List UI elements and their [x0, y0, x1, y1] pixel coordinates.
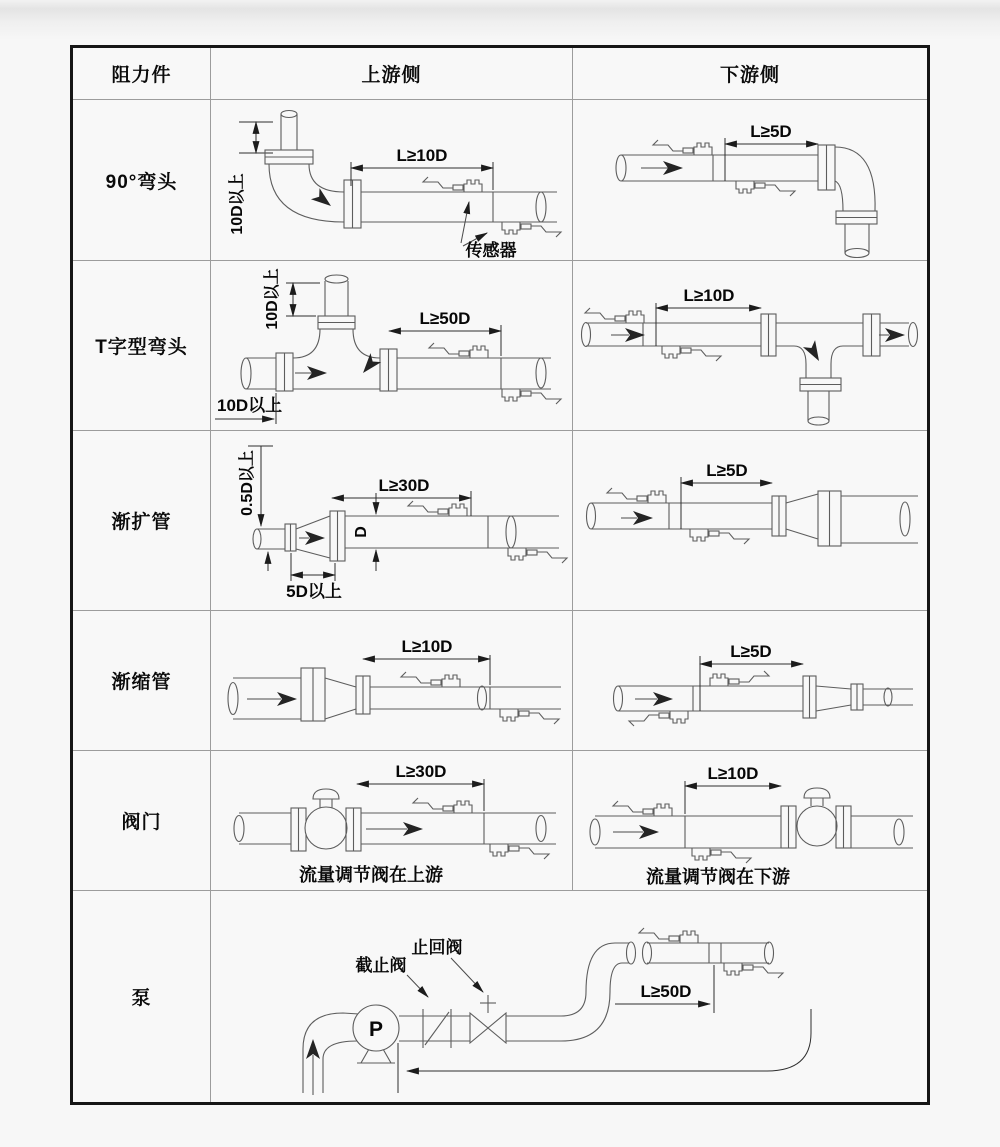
- dim-10d-vertical: 10D以上: [229, 173, 246, 235]
- tee-upstream-svg: [211, 261, 572, 430]
- pump-icon: [353, 1005, 399, 1063]
- transducer-icon: [429, 343, 488, 358]
- header-resistance-label: 阻力件: [111, 65, 172, 86]
- diameter-dimension: [353, 493, 376, 571]
- diagram-valve-downstream: [573, 751, 927, 891]
- flow-arrow: [613, 825, 659, 839]
- flow-arrow: [641, 161, 683, 175]
- dim-l10d: L≥10D: [707, 764, 759, 783]
- transducer-icon: [662, 346, 721, 361]
- 90-elbow-upstream-svg: [211, 100, 572, 260]
- header-upstream: [211, 48, 573, 100]
- branch-dimension: [263, 268, 320, 329]
- reducer-downstream-svg: [573, 611, 927, 750]
- dim-l30d: L≥30D: [378, 476, 430, 495]
- 90-elbow-downstream-svg: [573, 100, 927, 260]
- header-downstream-label: 下游侧: [719, 65, 780, 86]
- stop-valve-label: 截止阀: [355, 956, 407, 975]
- length-dimension: [363, 637, 490, 685]
- row-label-tee: [73, 261, 211, 431]
- transducer-icon: [607, 488, 666, 503]
- diagram-valve-upstream: [211, 751, 573, 891]
- length-dimension: [685, 764, 781, 814]
- length-dimension: [656, 286, 761, 346]
- dim-5d: 5D以上: [286, 582, 342, 601]
- dim-l10d: L≥10D: [401, 637, 453, 656]
- transducer-icon: [710, 671, 769, 686]
- flow-arrow: [635, 692, 673, 706]
- reducer-pipe: [228, 668, 561, 721]
- transducer-icon: [490, 844, 549, 859]
- stop-valve-callout: [356, 955, 429, 997]
- transducer-icon: [690, 529, 749, 544]
- offset-dimension: [238, 446, 273, 571]
- row-label-expander: [73, 431, 211, 611]
- transducer-icon: [413, 798, 472, 813]
- row-label-reducer: [73, 611, 211, 751]
- dim-05d: 0.5D以上: [239, 450, 256, 516]
- length-dimension: [681, 461, 772, 529]
- transducer-icon: [613, 801, 672, 816]
- length-dimension: [351, 146, 493, 190]
- expander-downstream-svg: [573, 431, 927, 610]
- transducer-icon: [736, 181, 795, 196]
- check-valve-icon: [470, 995, 506, 1043]
- row-label-90-elbow: [73, 100, 211, 261]
- flow-arrow: [299, 531, 325, 545]
- diagram-expander-downstream: [573, 431, 927, 611]
- flow-arrow: [621, 511, 653, 525]
- length-dimension: [332, 476, 471, 516]
- length-dimension: [398, 965, 811, 1093]
- reducer-upstream-svg: [211, 611, 572, 750]
- flow-arrow: [311, 188, 335, 211]
- transducer-icon: [639, 928, 698, 943]
- valve-downstream-svg: [573, 751, 927, 890]
- transducer-icon: [401, 672, 460, 687]
- row-label-text: 渐缩管: [111, 672, 172, 693]
- dim-l5d: L≥5D: [750, 122, 792, 141]
- header-downstream: [573, 48, 927, 100]
- length-dimension: [725, 122, 818, 181]
- valve-upstream-svg: [211, 751, 572, 890]
- meter-pipe: [643, 942, 774, 964]
- vertical-dimension: [228, 122, 273, 235]
- transducer-icon: [502, 389, 561, 404]
- diagram-90-elbow-downstream: [573, 100, 927, 261]
- dim-10d-inlet: 10D以上: [217, 396, 283, 415]
- stop-valve-icon: [423, 1009, 451, 1048]
- header-resistance-element: [73, 48, 211, 100]
- transducer-icon: [629, 711, 688, 726]
- installation-requirements-table: [70, 45, 930, 1105]
- caption-control-valve-downstream: 流量调节阀在下游: [646, 867, 790, 887]
- check-valve-label: 止回阀: [411, 938, 463, 957]
- length-dimension: [700, 642, 803, 711]
- transducer-icon: [585, 308, 644, 323]
- row-label-text: 泵: [131, 988, 152, 1009]
- diagram-reducer-upstream: [211, 611, 573, 751]
- inlet-dimension: [215, 393, 282, 424]
- transducer-icon: [408, 501, 467, 516]
- transducer-icon: [502, 222, 561, 237]
- tee-downstream-svg: [573, 261, 927, 430]
- dim-l10d: L≥10D: [396, 146, 448, 165]
- dim-l50d: L≥50D: [419, 309, 471, 328]
- riser-pipe: [506, 942, 636, 1041]
- flow-arrow: [247, 692, 297, 706]
- transducer-icon: [508, 548, 567, 563]
- sensor-callout: [461, 202, 517, 260]
- dim-l50d: L≥50D: [640, 982, 692, 1001]
- pump-svg: [211, 891, 926, 1102]
- expander-upstream-svg: [211, 431, 572, 610]
- flow-arrow: [306, 1039, 320, 1095]
- row-label-text: T字型弯头: [95, 337, 188, 358]
- flow-arrow: [295, 353, 381, 380]
- diagram-90-elbow-upstream: [211, 100, 573, 261]
- dim-l5d: L≥5D: [730, 642, 772, 661]
- transducer-icon: [653, 140, 712, 155]
- diagram-tee-downstream: [573, 261, 927, 431]
- transducer-icon: [423, 177, 482, 192]
- row-label-pump: [73, 891, 211, 1102]
- pipe: [616, 145, 877, 258]
- check-valve-callout: [412, 937, 484, 992]
- sensor-label: 传感器: [465, 241, 517, 260]
- cone-dimension: [286, 553, 342, 601]
- valve-pipe: [234, 789, 556, 851]
- header-upstream-label: 上游侧: [361, 65, 422, 86]
- row-label-text: 90°弯头: [105, 171, 178, 193]
- diagram-tee-upstream: [211, 261, 573, 431]
- flow-arrow: [366, 822, 423, 836]
- diagram-expander-upstream: [211, 431, 573, 611]
- elbow-pipe: [265, 111, 557, 229]
- tee-pipe: [241, 275, 551, 391]
- diagram-pump: [211, 891, 927, 1102]
- caption-control-valve-upstream: 流量调节阀在上游: [299, 865, 443, 885]
- row-label-text: 渐扩管: [111, 512, 172, 533]
- dim-l30d: L≥30D: [395, 762, 447, 781]
- transducer-icon: [724, 963, 783, 978]
- dim-l10d: L≥10D: [683, 286, 735, 305]
- valve-pipe: [590, 788, 913, 848]
- dim-l5d: L≥5D: [706, 461, 748, 480]
- diagram-reducer-downstream: [573, 611, 927, 751]
- dim-d: D: [353, 526, 370, 538]
- page-top-shadow: [0, 0, 1000, 42]
- transducer-icon: [500, 709, 559, 724]
- pump-letter: P: [368, 1018, 384, 1041]
- expander-pipe: [253, 511, 559, 561]
- row-label-valve: [73, 751, 211, 891]
- row-label-text: 阀门: [121, 812, 162, 833]
- dim-10d-branch: 10D以上: [264, 268, 281, 330]
- transducer-icon: [692, 848, 751, 863]
